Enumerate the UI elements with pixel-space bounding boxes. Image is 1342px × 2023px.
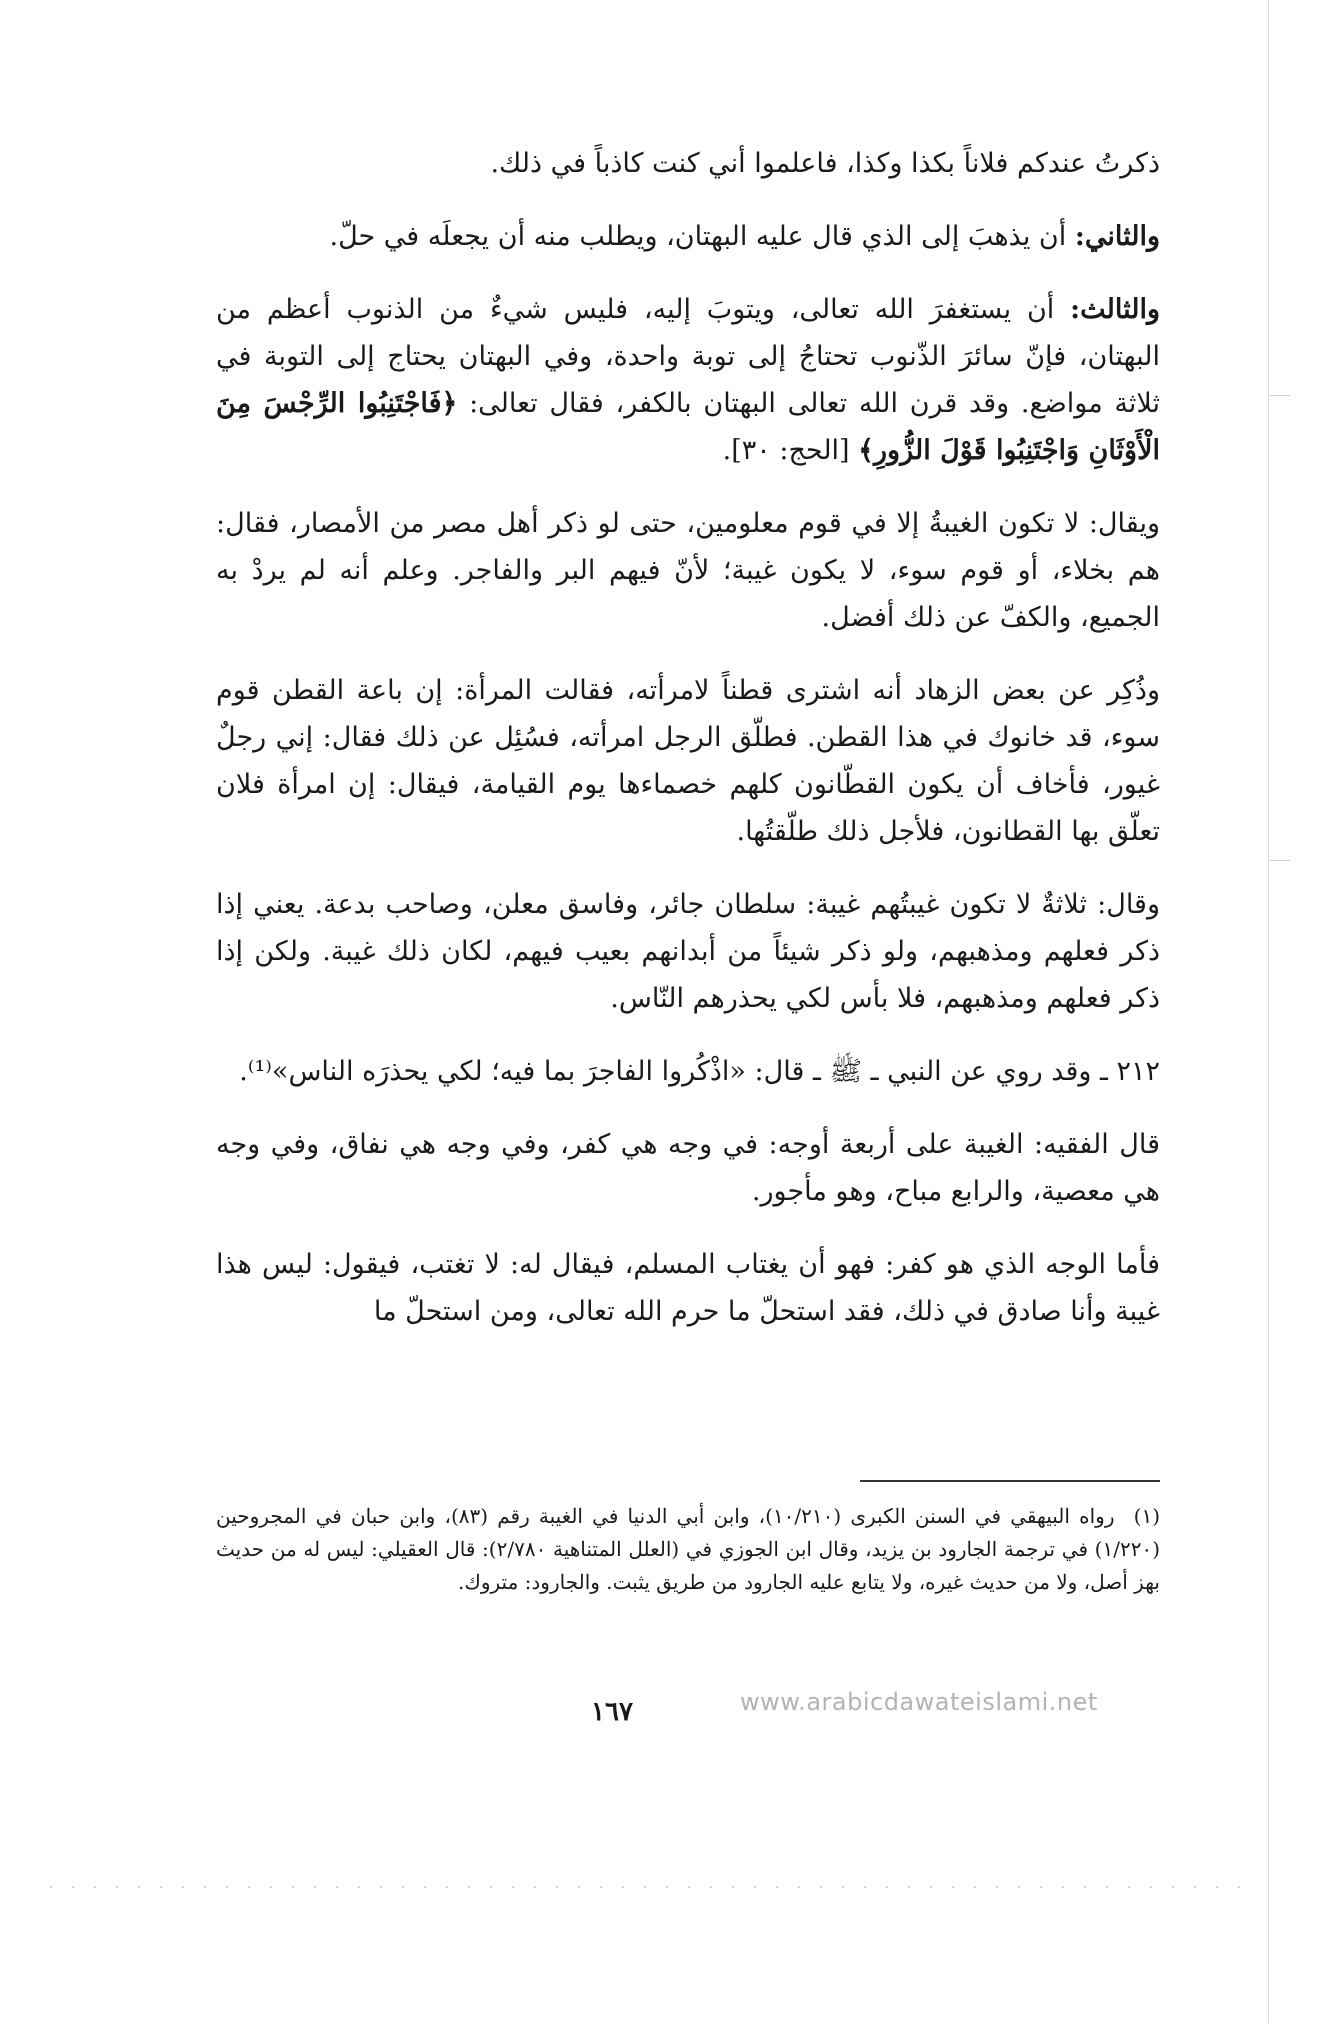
paragraph-text: فأما الوجه الذي هو كفر: فهو أن يغتاب المسلم، فيقال له: لا تغتب، فيقول: ليس هذا غيبة وأنا صادق في ذلك، فقد استحلّ ما حرم الله تعالى، ومن استحلّ ما <box>216 1249 1160 1327</box>
page-number: ١٦٧ <box>591 1697 633 1727</box>
scan-dots <box>40 1886 1240 1888</box>
paragraph-4 <box>216 500 1160 641</box>
footnote-separator <box>860 1480 1160 1482</box>
paragraph-lead: والثاني: <box>1074 221 1160 252</box>
paragraph-text: ٢١٢ ـ وقد روي عن النبي ـ ﷺ ـ قال: «اذْكُروا الفاجرَ بما فيه؛ لكي يحذرَه الناس»⁽¹⁾. <box>239 1056 1160 1087</box>
scan-edge-mark <box>1270 395 1290 396</box>
scan-edge-mark <box>1270 860 1290 861</box>
paragraph-6 <box>216 881 1160 1022</box>
paragraph-text: وذُكِر عن بعض الزهاد أنه اشترى قطناً لامرأته، فقالت المرأة: إن باعة القطن قوم سوء، قد خانوك في هذا القطن. فطلّق الرجل امرأته، فسُئِل عن ذلك فقال: إني رجلٌ غيور، فأخاف أن يكون القطّانون كلهم خصماءها يوم القيامة، فيقال: إن امرأة فلان تعلّق بها القطانون، فلأجل ذلك طلّقتُها. <box>216 675 1160 847</box>
watermark-url: www.arabicdawateislami.net <box>740 1688 1098 1716</box>
paragraph-text: أن يذهبَ إلى الذي قال عليه البهتان، ويطلب منه أن يجعلَه في حلّ. <box>329 221 1075 252</box>
paragraph-lead: والثالث: <box>1070 294 1160 325</box>
paragraph-text: ويقال: لا تكون الغيبةُ إلا في قوم معلومين، حتى لو ذكر أهل مصر من الأمصار، فقال: هم بخلاء، أو قوم سوء، لا يكون غيبة؛ لأنّ فيهم البر والفاجر. وعلم أنه لم يردْ به الجميع، والكفّ عن ذلك أفضل. <box>216 508 1160 633</box>
main-text <box>216 140 1160 1361</box>
paragraph-text: أن يستغفرَ الله تعالى، ويتوبَ إليه، فليس شيءٌ من الذنوب أعظم من البهتان، فإنّ سائرَ الذّنوب تحتاجُ إلى توبة واحدة، وفي البهتان يحتاج إلى التوبة في ثلاثة مواضع. وقد قرن الله تعالى البهتان بالكفر، فقال تعالى: <box>216 294 1160 419</box>
scan-edge-line <box>1268 0 1269 2023</box>
footnote-number: (١) <box>1133 1504 1161 1528</box>
verse-reference: [الحج: ٣٠]. <box>722 435 859 466</box>
paragraph-text: ذكرتُ عندكم فلاناً بكذا وكذا، فاعلموا أني كنت كاذباً في ذلك. <box>490 148 1160 179</box>
paragraph-8 <box>216 1121 1160 1215</box>
paragraph-9 <box>216 1241 1160 1335</box>
paragraph-7 <box>216 1048 1160 1095</box>
paragraph-3 <box>216 286 1160 474</box>
paragraph-5 <box>216 667 1160 855</box>
footnote-text: رواه البيهقي في السنن الكبرى (١٠/٢١٠)، وابن أبي الدنيا في الغيبة رقم (٨٣)، وابن حبان في المجروحين (١/٢٢٠) في ترجمة الجارود بن يزيد، وقال ابن الجوزي في (العلل المتناهية ٢/٧٨٠): قال العقيلي: ليس له من حديث بهز أصل، ولا من حديث غيره، ولا يتابع عليه الجارود من طريق يثبت. والجارود: متروك. <box>216 1504 1160 1594</box>
paragraph-2 <box>216 213 1160 260</box>
quran-verse: ﴿فَاجْتَنِبُوا الرِّجْسَ مِنَ الْأَوْثَانِ وَاجْتَنِبُوا قَوْلَ الزُّورِ﴾ <box>216 388 1160 466</box>
paragraph-text: وقال: ثلاثةٌ لا تكون غيبتُهم غيبة: سلطان جائر، وفاسق معلن، وصاحب بدعة. يعني إذا ذكر فعلهم ومذهبهم، ولو ذكر شيئاً من أبدانهم بعيب فيهم، لكان ذلك غيبة. ولكن إذا ذكر فعلهم ومذهبهم، فلا بأس لكي يحذرهم النّاس. <box>216 889 1160 1014</box>
paragraph-text: قال الفقيه: الغيبة على أربعة أوجه: في وجه هي كفر، وفي وجه هي نفاق، وفي وجه هي معصية، والرابع مباح، وهو مأجور. <box>216 1129 1160 1207</box>
footnote <box>216 1500 1160 1599</box>
paragraph-1 <box>216 140 1160 187</box>
